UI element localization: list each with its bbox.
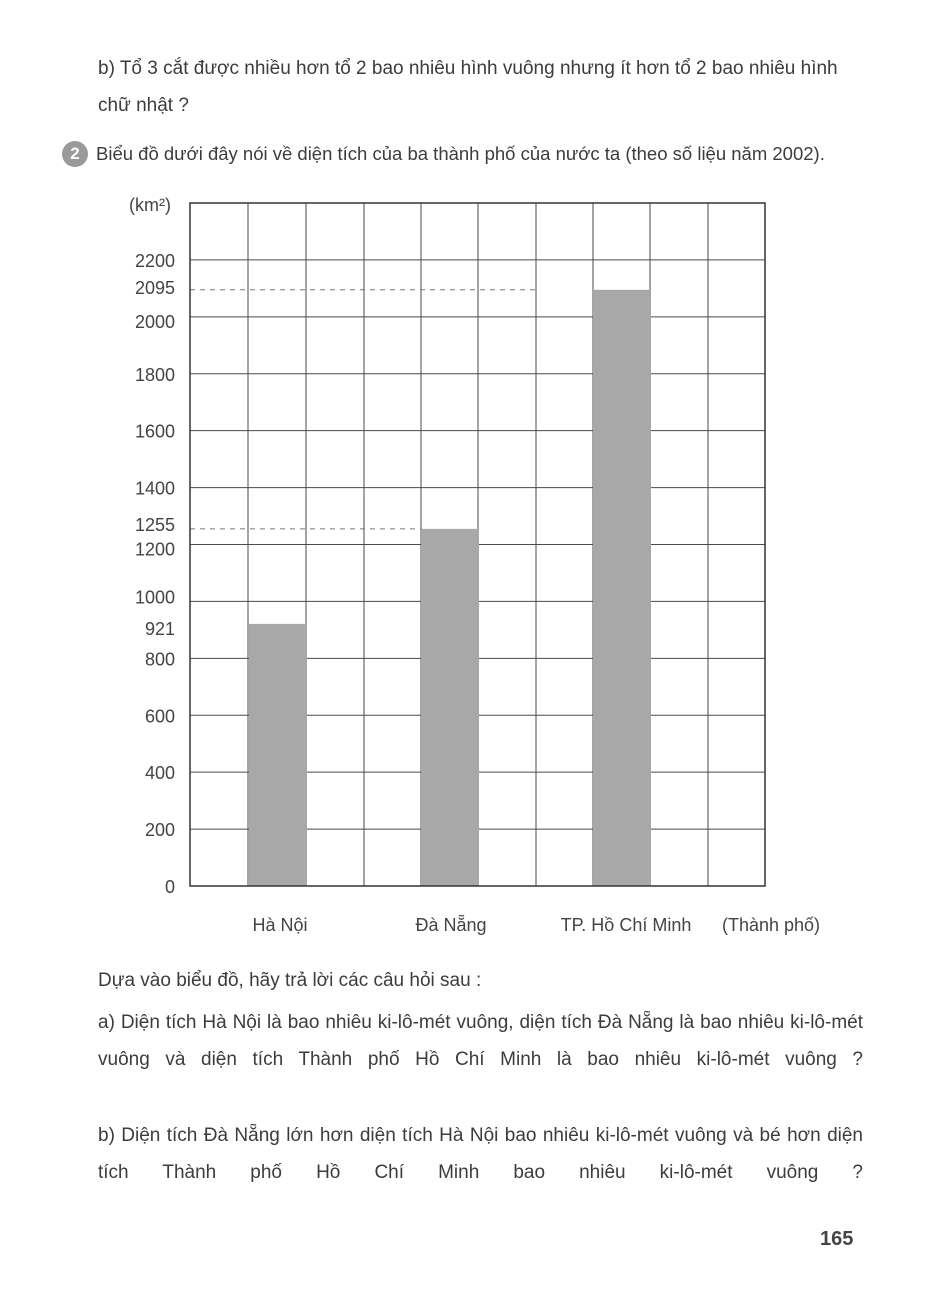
- y-tick-label: 1400: [134, 478, 175, 499]
- x-axis-label: (Thành phố): [721, 915, 821, 935]
- y-axis-label: (km²): [129, 195, 171, 215]
- y-tick-label: 2000: [134, 311, 175, 332]
- y-tick-label: 0: [164, 877, 175, 897]
- y-axis-ticks: [135, 251, 175, 897]
- question-2-text: Biểu đồ dưới đây nói về diện tích của ba thành phố của nước ta (theo số liệu năm 2002).: [96, 143, 825, 165]
- chart-bars: [249, 290, 651, 886]
- x-tick-label: Đà Nẵng: [415, 915, 487, 935]
- y-tick-label: 1600: [134, 421, 175, 442]
- instructions-text: Dựa vào biểu đồ, hãy trả lời các câu hỏi sau :: [98, 970, 482, 991]
- y-tick-label: 200: [144, 820, 175, 841]
- question-b: b) Diện tích Đà Nẵng lớn hơn diện tích Hà Nội bao nhiêu ki-lô-mét vuông và bé hơn diện tích Thành phố Hồ Chí Minh bao nhiêu ki-lô-mét vuông ?: [98, 1125, 863, 1183]
- bar-2: [593, 290, 651, 886]
- y-tick-label: 921: [144, 618, 175, 639]
- previous-question-b: b) Tổ 3 cắt được nhiều hơn tổ 2 bao nhiêu hình vuông nhưng ít hơn tổ 2 bao nhiêu hình chữ nhật ?: [98, 58, 838, 116]
- y-tick-label: 2095: [134, 277, 175, 298]
- bar-1: [421, 529, 479, 886]
- question-number-badge: 2: [62, 141, 88, 167]
- y-tick-label: 1000: [134, 587, 175, 608]
- reference-lines: [190, 290, 536, 529]
- y-tick-label: 400: [144, 763, 175, 784]
- y-tick-label: 1800: [134, 364, 175, 385]
- x-tick-label: TP. Hồ Chí Minh: [560, 915, 692, 935]
- x-axis-ticks: [252, 915, 691, 935]
- x-tick-label: Hà Nội: [252, 915, 308, 935]
- y-tick-label: 800: [144, 649, 175, 670]
- bar-0: [249, 624, 307, 886]
- y-tick-label: 600: [144, 706, 175, 727]
- y-tick-label: 1200: [134, 539, 175, 560]
- y-tick-label: 1255: [134, 514, 175, 535]
- page-number: 165: [820, 1228, 854, 1250]
- question-a: a) Diện tích Hà Nội là bao nhiêu ki-lô-mét vuông, diện tích Đà Nẵng là bao nhiêu ki-lô-mét vuông và diện tích Thành phố Hồ Chí Minh là bao nhiêu ki-lô-mét vuông ?: [98, 1012, 863, 1070]
- y-tick-label: 2200: [134, 250, 175, 271]
